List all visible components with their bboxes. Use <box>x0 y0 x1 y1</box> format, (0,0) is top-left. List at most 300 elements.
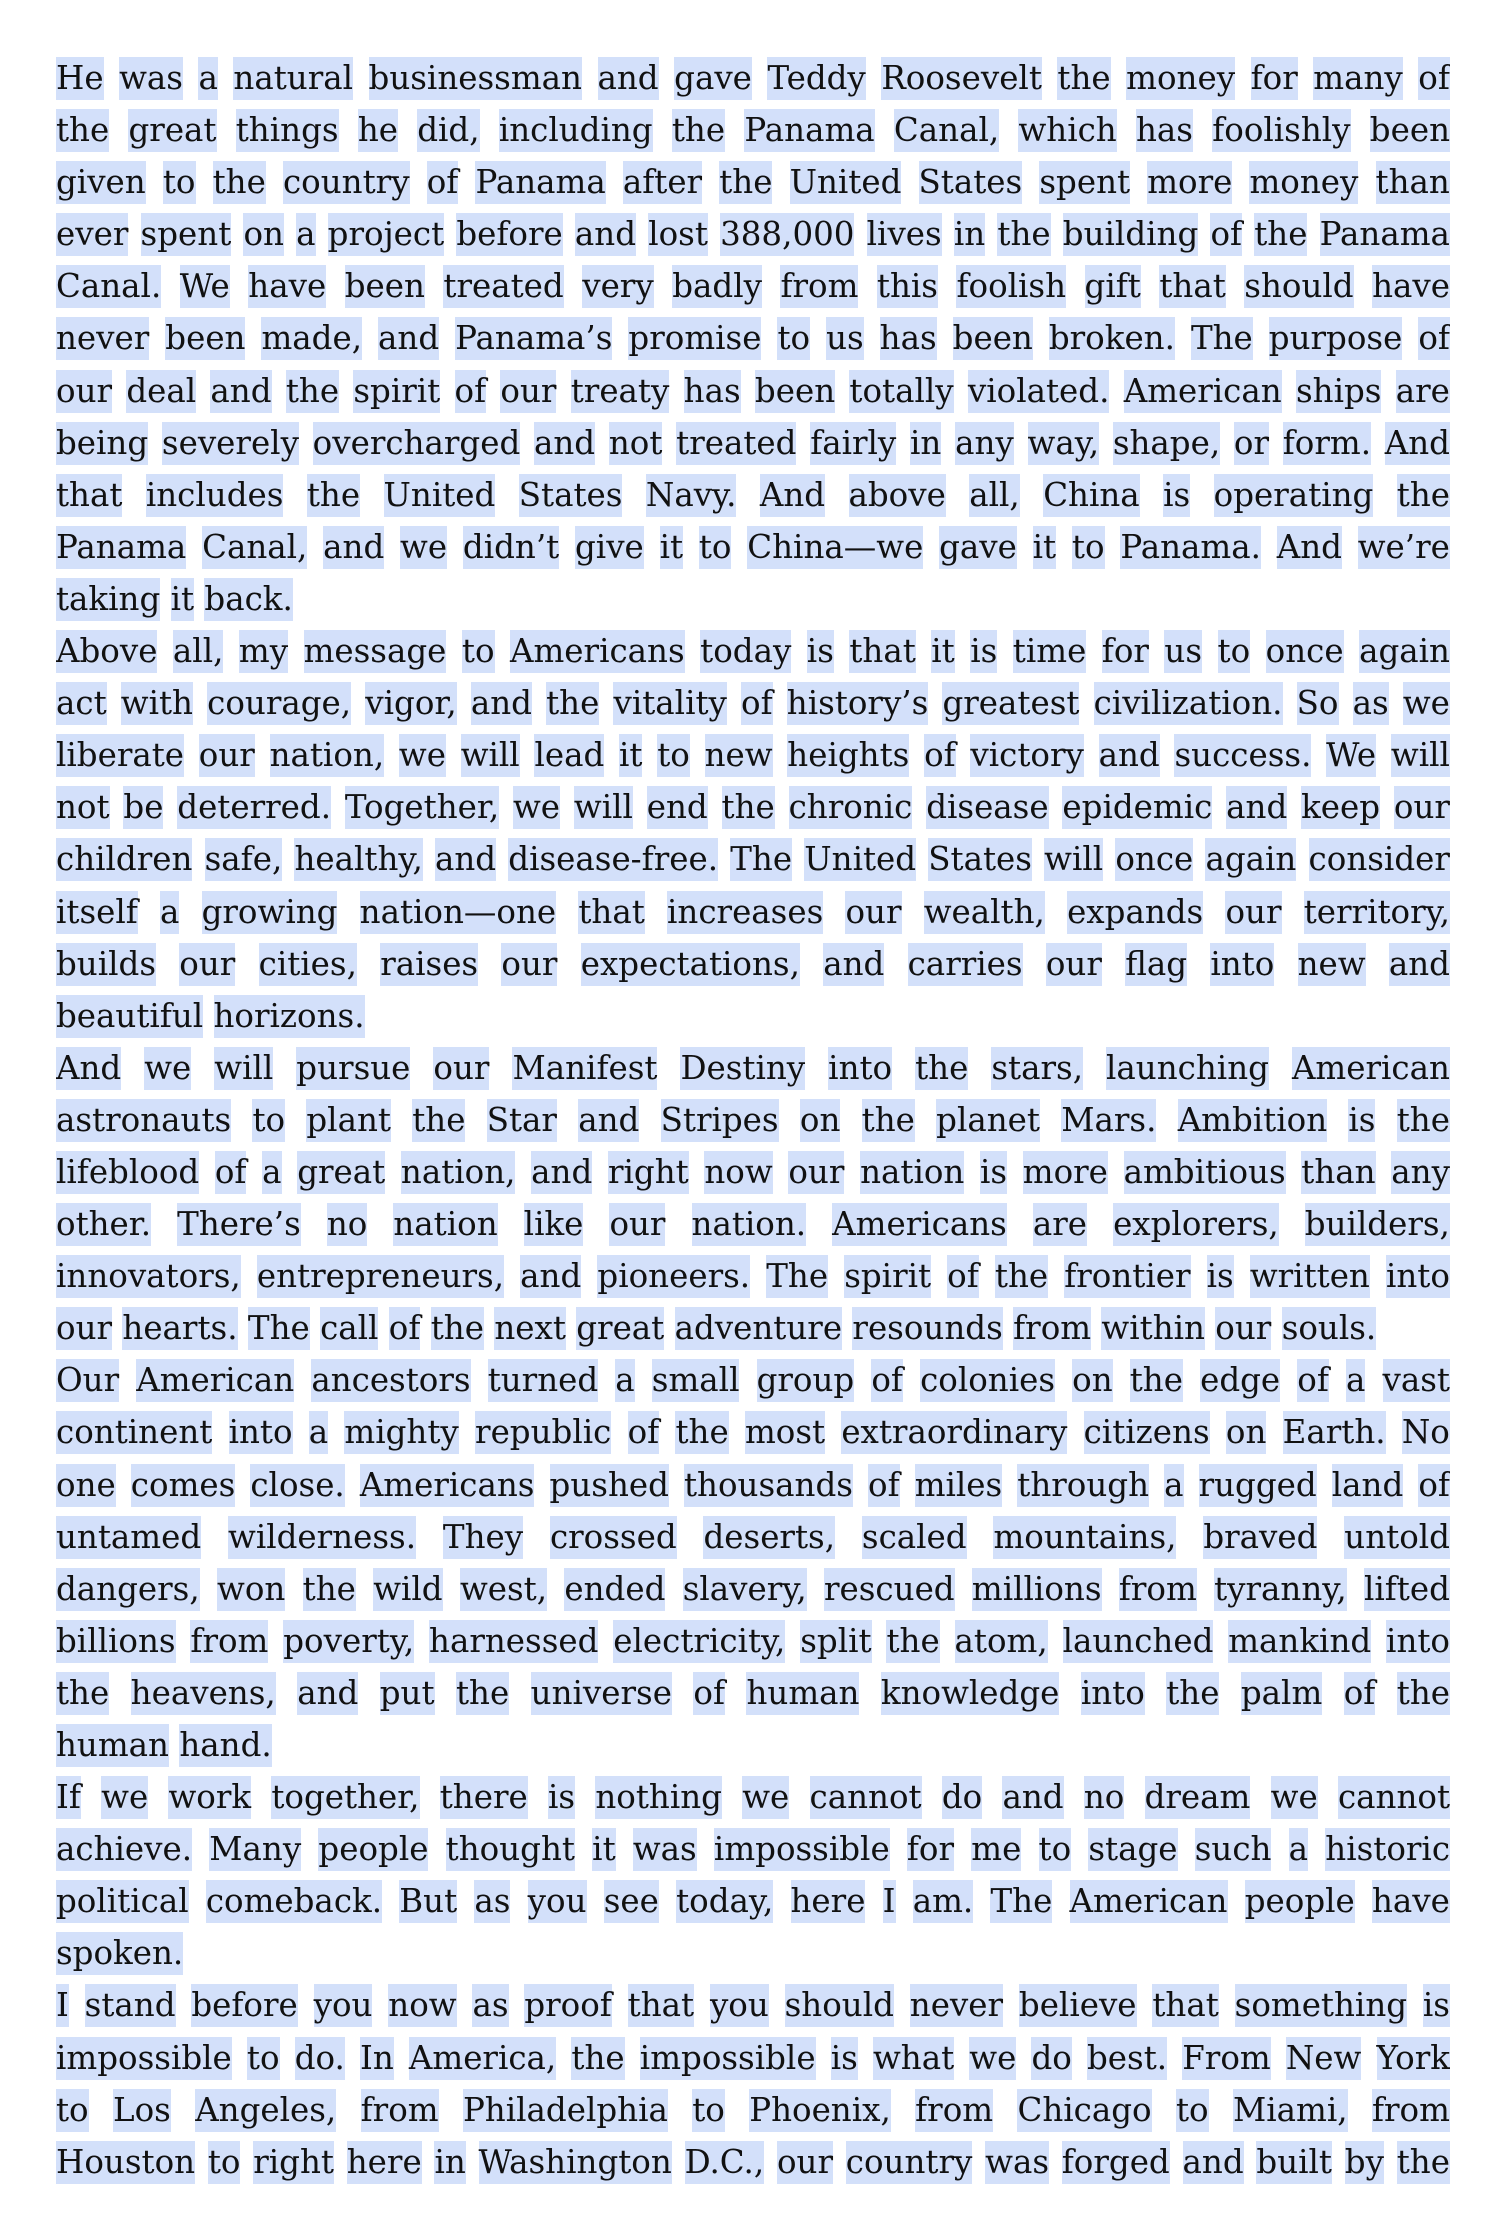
text-line <box>56 729 1450 781</box>
highlighted-word: increases <box>667 891 823 934</box>
highlighted-word: a <box>262 1151 281 1194</box>
highlighted-word: achieve. <box>56 1828 192 1871</box>
highlighted-word: great <box>297 1151 385 1194</box>
highlighted-word: treated <box>443 265 563 308</box>
highlighted-word: should <box>785 1984 894 2027</box>
highlighted-word: disease-free. <box>508 838 718 881</box>
highlighted-word: adventure <box>675 1307 842 1350</box>
highlighted-word: ambitious <box>1124 1151 1286 1194</box>
highlighted-word: courage, <box>207 682 351 725</box>
highlighted-word: American <box>1070 1880 1228 1923</box>
highlighted-word: universe <box>531 1672 672 1715</box>
highlighted-word: American <box>136 1359 294 1402</box>
highlighted-word: wild <box>373 1568 442 1611</box>
highlighted-word: Houston <box>56 2141 195 2184</box>
highlighted-word: our <box>1046 943 1102 986</box>
highlighted-word: is <box>980 1151 1007 1194</box>
highlighted-word: and <box>297 1672 358 1715</box>
highlighted-word: United <box>790 161 902 204</box>
highlighted-word: more <box>1147 161 1232 204</box>
highlighted-word: as <box>472 1984 508 2027</box>
highlighted-word: now <box>388 1984 456 2027</box>
highlighted-word: American <box>1124 370 1282 413</box>
highlighted-word: been <box>755 370 835 413</box>
highlighted-word: given <box>56 161 146 204</box>
text-line <box>56 1719 1450 1771</box>
highlighted-word: the <box>412 1099 465 1142</box>
text-line <box>56 833 1450 885</box>
highlighted-word: written <box>1250 1255 1370 1298</box>
highlighted-word: is <box>970 630 997 673</box>
highlighted-word: the <box>571 2037 624 2080</box>
highlighted-word: great <box>576 1307 664 1350</box>
highlighted-word: overcharged <box>313 422 521 465</box>
highlighted-word: Mars. <box>1061 1099 1156 1142</box>
highlighted-word: children <box>56 838 192 881</box>
highlighted-word: all, <box>173 630 224 673</box>
highlighted-word: cannot <box>810 1776 922 1819</box>
text-line <box>56 104 1450 156</box>
highlighted-word: message <box>304 630 447 673</box>
highlighted-word: what <box>873 2037 954 2080</box>
text-line <box>56 52 1450 104</box>
highlighted-word: money <box>1126 57 1235 100</box>
highlighted-word: on <box>1072 1359 1113 1402</box>
highlighted-word: healthy, <box>294 838 422 881</box>
highlighted-word: historic <box>1325 1828 1450 1871</box>
highlighted-word: into <box>229 1411 293 1454</box>
highlighted-word: we’re <box>1358 526 1450 569</box>
highlighted-word: has <box>880 317 937 360</box>
highlighted-word: believe <box>1019 1984 1137 2027</box>
highlighted-word: builds <box>56 943 156 986</box>
highlighted-word: Panama. <box>1120 526 1261 569</box>
highlighted-word: project <box>328 213 444 256</box>
highlighted-word: will <box>461 734 520 777</box>
highlighted-word: a <box>296 213 315 256</box>
highlighted-word: itself <box>56 891 138 934</box>
highlighted-word: a <box>1289 1828 1308 1871</box>
highlighted-word: resounds <box>852 1307 1002 1350</box>
highlighted-word: above <box>849 474 946 517</box>
highlighted-word: plant <box>306 1099 391 1142</box>
highlighted-word: foolishly <box>1212 109 1350 152</box>
highlighted-word: vast <box>1383 1359 1450 1402</box>
highlighted-word: beautiful <box>56 995 203 1038</box>
highlighted-word: to <box>247 2037 280 2080</box>
highlighted-word: many <box>1313 57 1403 100</box>
highlighted-word: The <box>990 1880 1052 1923</box>
highlighted-word: rugged <box>1199 1464 1317 1507</box>
highlighted-word: expectations, <box>581 943 800 986</box>
highlighted-word: the <box>719 161 772 204</box>
highlighted-word: that <box>578 891 644 934</box>
text-line <box>56 1927 1450 1979</box>
highlighted-word: cities, <box>259 943 357 986</box>
highlighted-word: of <box>693 1672 725 1715</box>
text-line <box>56 625 1450 677</box>
highlighted-word: untold <box>1344 1516 1450 1559</box>
highlighted-word: spirit <box>844 1255 931 1298</box>
highlighted-word: human <box>56 1724 169 1767</box>
highlighted-word: we <box>101 1776 148 1819</box>
text-line <box>56 1354 1450 1406</box>
highlighted-word: human <box>746 1672 859 1715</box>
highlighted-word: way, <box>1028 422 1100 465</box>
highlighted-word: The <box>248 1307 310 1350</box>
highlighted-word: us <box>826 317 864 360</box>
highlighted-word: thousands <box>684 1464 853 1507</box>
highlighted-word: to <box>208 2141 241 2184</box>
highlighted-word: nation, <box>270 734 385 777</box>
highlighted-word: D.C., <box>685 2141 765 2184</box>
highlighted-word: will <box>214 1047 273 1090</box>
highlighted-word: from <box>1013 1307 1091 1350</box>
highlighted-word: safe, <box>205 838 283 881</box>
text-line <box>56 1302 1450 1354</box>
highlighted-word: the <box>1397 1099 1450 1142</box>
highlighted-word: So <box>1297 682 1339 725</box>
highlighted-word: it <box>931 630 954 673</box>
highlighted-word: end <box>647 786 708 829</box>
highlighted-word: in <box>954 213 985 256</box>
highlighted-word: ever <box>56 213 128 256</box>
highlighted-word: ancestors <box>311 1359 470 1402</box>
highlighted-word: it <box>171 578 194 621</box>
highlighted-word: purpose <box>1269 317 1403 360</box>
highlighted-word: knowledge <box>881 1672 1059 1715</box>
highlighted-word: did, <box>417 109 479 152</box>
highlighted-word: hearts. <box>122 1307 237 1350</box>
highlighted-word: expands <box>1067 891 1203 934</box>
highlighted-word: there <box>440 1776 528 1819</box>
highlighted-word: braved <box>1203 1516 1317 1559</box>
highlighted-word: today, <box>676 1880 773 1923</box>
highlighted-word: right <box>253 2141 334 2184</box>
highlighted-word: disease <box>926 786 1048 829</box>
highlighted-word: once <box>1115 838 1193 881</box>
highlighted-word: will <box>1044 838 1103 881</box>
highlighted-word: heavens, <box>131 1672 276 1715</box>
highlighted-word: our <box>179 943 235 986</box>
highlighted-word: of <box>868 1464 900 1507</box>
highlighted-word: nation—one <box>360 891 557 934</box>
highlighted-word: and <box>471 682 532 725</box>
highlighted-word: by <box>1345 2141 1384 2184</box>
highlighted-word: into <box>1210 943 1274 986</box>
text-line <box>56 990 1450 1042</box>
highlighted-word: to <box>1218 630 1251 673</box>
highlighted-word: millions <box>972 1568 1102 1611</box>
highlighted-word: Philadelphia <box>463 2089 668 2132</box>
highlighted-word: dangers, <box>56 1568 200 1611</box>
highlighted-word: nation <box>860 1151 964 1194</box>
highlighted-word: scaled <box>862 1516 967 1559</box>
highlighted-word: rescued <box>824 1568 955 1611</box>
highlighted-word: group <box>757 1359 855 1402</box>
highlighted-word: businessman <box>369 57 582 100</box>
highlighted-word: New <box>1286 2037 1362 2080</box>
highlighted-word: that <box>56 474 122 517</box>
highlighted-word: our <box>1394 786 1450 829</box>
highlighted-word: now <box>704 1151 772 1194</box>
highlighted-word: of <box>427 161 459 204</box>
text-line <box>56 1406 1450 1458</box>
highlighted-word: liberate <box>56 734 184 777</box>
highlighted-word: money <box>1249 161 1358 204</box>
highlighted-word: again <box>1359 630 1450 673</box>
highlighted-word: such <box>1195 1828 1272 1871</box>
highlighted-word: is <box>548 1776 575 1819</box>
highlighted-word: it <box>592 1828 615 1871</box>
highlighted-word: Above <box>56 630 157 673</box>
highlighted-word: turned <box>488 1359 599 1402</box>
highlighted-word: Destiny <box>680 1047 805 1090</box>
highlighted-word: on <box>800 1099 841 1142</box>
highlighted-word: miles <box>915 1464 1003 1507</box>
highlighted-word: pursue <box>296 1047 410 1090</box>
highlighted-word: the <box>722 786 775 829</box>
highlighted-word: thought <box>446 1828 575 1871</box>
text-line <box>56 1198 1450 1250</box>
highlighted-word: that <box>849 630 915 673</box>
highlighted-word: have <box>248 265 326 308</box>
highlighted-word: from <box>780 265 858 308</box>
text-line <box>56 2084 1450 2136</box>
highlighted-word: severely <box>162 422 299 465</box>
highlighted-word: the <box>286 370 339 413</box>
highlighted-word: of <box>1418 317 1450 360</box>
text-line <box>56 1875 1450 1927</box>
highlighted-word: and <box>575 213 636 256</box>
highlighted-word: am. <box>913 1880 974 1923</box>
highlighted-word: like <box>524 1203 584 1246</box>
highlighted-word: Panama <box>744 109 874 152</box>
highlighted-word: is <box>1163 474 1190 517</box>
highlighted-word: it <box>660 526 683 569</box>
paragraph <box>56 1354 1450 1771</box>
highlighted-word: are <box>1396 370 1450 413</box>
highlighted-word: was <box>633 1828 697 1871</box>
highlighted-word: the <box>1397 1672 1450 1715</box>
highlighted-word: and <box>210 370 271 413</box>
highlighted-word: chronic <box>789 786 913 829</box>
highlighted-word: for <box>1102 630 1149 673</box>
highlighted-word: new <box>1298 943 1366 986</box>
highlighted-word: the <box>307 474 360 517</box>
highlighted-word: tyranny, <box>1214 1568 1347 1611</box>
highlighted-word: the <box>862 1099 915 1142</box>
highlighted-word: impossible <box>56 2037 232 2080</box>
highlighted-word: our <box>1225 891 1281 934</box>
text-line <box>56 1042 1450 1094</box>
highlighted-word: with <box>121 682 193 725</box>
highlighted-word: and <box>520 1255 581 1298</box>
highlighted-word: civilization. <box>1094 682 1283 725</box>
highlighted-word: things <box>236 109 339 152</box>
highlighted-word: deterred. <box>177 786 331 829</box>
highlighted-word: see <box>604 1880 659 1923</box>
highlighted-word: comeback. <box>206 1880 382 1923</box>
highlighted-word: Ambition <box>1178 1099 1327 1142</box>
highlighted-word: is <box>1348 1099 1375 1142</box>
highlighted-word: me <box>971 1828 1021 1871</box>
highlighted-word: close. <box>250 1464 344 1507</box>
text-line <box>56 312 1450 364</box>
highlighted-word: violated. <box>968 370 1110 413</box>
text-line <box>56 208 1450 260</box>
highlighted-word: act <box>56 682 107 725</box>
highlighted-word: should <box>1244 265 1353 308</box>
highlighted-word: continent <box>56 1411 212 1454</box>
highlighted-word: including <box>499 109 653 152</box>
highlighted-word: call <box>320 1307 378 1350</box>
highlighted-word: colonies <box>920 1359 1055 1402</box>
highlighted-word: slavery, <box>683 1568 807 1611</box>
highlighted-word: from <box>190 1620 268 1663</box>
highlighted-word: of <box>215 1151 247 1194</box>
highlighted-word: history’s <box>787 682 929 725</box>
highlighted-word: is <box>1423 1984 1450 2027</box>
highlighted-word: pioneers. <box>597 1255 750 1298</box>
highlighted-word: entrepreneurs, <box>257 1255 504 1298</box>
highlighted-word: us <box>1164 630 1202 673</box>
highlighted-word: nation <box>393 1203 497 1246</box>
highlighted-word: do <box>1031 2037 1071 2080</box>
highlighted-word: the <box>213 161 266 204</box>
highlighted-word: I <box>56 1984 69 2027</box>
highlighted-word: States <box>919 161 1023 204</box>
highlighted-word: no <box>1084 1776 1125 1819</box>
text-line <box>56 1094 1450 1146</box>
highlighted-word: from <box>361 2089 439 2132</box>
highlighted-word: that <box>628 1984 694 2027</box>
highlighted-word: to <box>163 161 196 204</box>
highlighted-word: our <box>1215 1307 1271 1350</box>
highlighted-word: palm <box>1241 1672 1322 1715</box>
highlighted-word: any <box>955 422 1014 465</box>
highlighted-word: gift <box>1085 265 1141 308</box>
highlighted-word: republic <box>475 1411 611 1454</box>
highlighted-word: spoken. <box>56 1932 183 1975</box>
document-page <box>56 52 1450 2188</box>
highlighted-word: fairly <box>810 422 896 465</box>
highlighted-word: of <box>947 1255 979 1298</box>
highlighted-word: explorers, <box>1113 1203 1279 1246</box>
highlighted-word: built <box>1256 2141 1332 2184</box>
highlighted-word: new <box>705 734 773 777</box>
highlighted-word: here <box>347 2141 422 2184</box>
highlighted-word: from <box>1119 1568 1197 1611</box>
highlighted-word: best. <box>1087 2037 1167 2080</box>
highlighted-word: Together, <box>345 786 499 829</box>
highlighted-word: in <box>434 2141 465 2184</box>
highlighted-word: was <box>985 2141 1049 2184</box>
highlighted-word: today <box>700 630 791 673</box>
highlighted-word: stage <box>1088 1828 1177 1871</box>
highlighted-word: been <box>953 317 1033 360</box>
highlighted-word: split <box>800 1620 871 1663</box>
highlighted-word: being <box>56 422 148 465</box>
highlighted-word: totally <box>849 370 953 413</box>
highlighted-word: And <box>56 1047 121 1090</box>
highlighted-word: pushed <box>550 1464 669 1507</box>
highlighted-word: do. <box>295 2037 345 2080</box>
highlighted-word: the <box>1057 57 1110 100</box>
text-line <box>56 417 1450 469</box>
highlighted-word: of <box>455 370 487 413</box>
text-line <box>56 781 1450 833</box>
highlighted-word: we <box>1403 682 1450 725</box>
highlighted-word: to <box>252 1099 285 1142</box>
highlighted-word: spirit <box>353 370 440 413</box>
text-line <box>56 1146 1450 1198</box>
highlighted-word: of <box>1418 57 1450 100</box>
highlighted-word: dream <box>1145 1776 1251 1819</box>
highlighted-word: If <box>56 1776 81 1819</box>
highlighted-word: the <box>1166 1672 1219 1715</box>
highlighted-word: American <box>1292 1047 1450 1090</box>
highlighted-word: of <box>628 1411 660 1454</box>
highlighted-word: of <box>871 1359 903 1402</box>
highlighted-word: taking <box>56 578 160 621</box>
highlighted-word: the <box>997 213 1050 256</box>
highlighted-word: you <box>314 1984 373 2027</box>
highlighted-word: and <box>323 526 384 569</box>
highlighted-word: he <box>358 109 398 152</box>
highlighted-word: the <box>456 1672 509 1715</box>
highlighted-word: will <box>574 786 633 829</box>
text-line <box>56 1250 1450 1302</box>
highlighted-word: The <box>766 1255 828 1298</box>
highlighted-word: Canal. <box>56 265 161 308</box>
highlighted-word: won <box>217 1568 285 1611</box>
highlighted-word: my <box>239 630 288 673</box>
highlighted-word: into <box>1386 1620 1450 1663</box>
highlighted-word: before <box>191 1984 297 2027</box>
highlighted-word: States <box>519 474 623 517</box>
highlighted-word: into <box>828 1047 892 1090</box>
highlighted-word: it <box>619 734 642 777</box>
highlighted-word: launched <box>1063 1620 1214 1663</box>
highlighted-word: of <box>1344 1672 1376 1715</box>
highlighted-word: deserts, <box>703 1516 835 1559</box>
text-line <box>56 677 1450 729</box>
highlighted-word: you <box>710 1984 769 2027</box>
text-line <box>56 1771 1450 1823</box>
highlighted-word: people <box>1245 1880 1355 1923</box>
highlighted-word: not <box>56 786 110 829</box>
text-line <box>56 521 1450 573</box>
highlighted-word: and <box>578 1099 639 1142</box>
highlighted-word: we <box>400 526 447 569</box>
highlighted-word: the <box>1397 474 1450 517</box>
highlighted-word: form. <box>1283 422 1371 465</box>
highlighted-word: country <box>846 2141 973 2184</box>
text-line <box>56 1823 1450 1875</box>
highlighted-word: No <box>1402 1411 1450 1454</box>
highlighted-word: of <box>924 734 956 777</box>
highlighted-word: forged <box>1062 2141 1170 2184</box>
highlighted-word: our <box>845 891 901 934</box>
highlighted-word: Many <box>209 1828 301 1871</box>
text-line <box>56 1459 1450 1511</box>
highlighted-word: Star <box>487 1099 557 1142</box>
highlighted-word: epidemic <box>1062 786 1212 829</box>
highlighted-word: for <box>1251 57 1298 100</box>
highlighted-word: have <box>1372 1880 1450 1923</box>
highlighted-word: souls. <box>1282 1307 1377 1350</box>
